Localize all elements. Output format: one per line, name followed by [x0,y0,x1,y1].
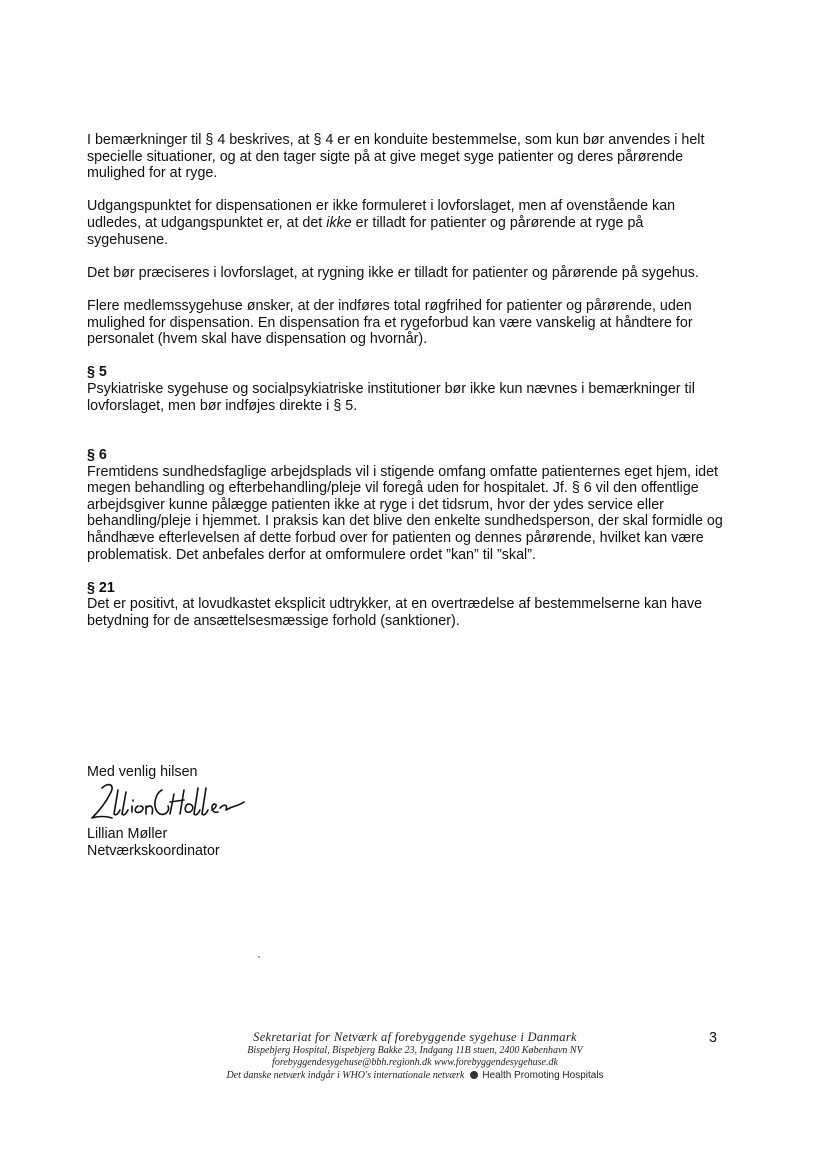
signer-block [87,826,220,859]
page-number: 3 [709,1030,717,1046]
footer-secretariat: Sekretariat for Netværk af forebyggende sygehuse i Danmark [253,1030,577,1044]
signer-title: Netværkskoordinator [87,842,220,859]
section-21-heading: § 21 [87,579,115,596]
footer-contact: forebyggendesygehuse@bbh.regionh.dk www.forebyggendesygehuse.dk [272,1057,558,1068]
section-21 [87,580,727,630]
section-5-text: Psykiatriske sygehuse og socialpsykiatriske institutioner bør ikke kun nævnes i bemærkninger til lovforslaget, men bør indføjes direkte i § 5. [87,380,695,414]
section-6 [87,447,727,563]
section-6-heading: § 6 [87,447,107,464]
paragraph-section4-remarks: I bemærkninger til § 4 beskrives, at § 4 er en konduite bestemmelse, som kun bør anvendes i helt specielle situationer, og at den tager sigte på at give meget syge patienter og deres pårørende mulighed for at ryge. [87,132,705,182]
paragraph-clarify: Det bør præciseres i lovforslaget, at rygning ikke er tilladt for patienter og pårørende på sygehus. [87,264,699,281]
footer-address: Bispebjerg Hospital, Bispebjerg Bakke 23, Indgang 11B stuen, 2400 København NV [247,1045,583,1056]
letterhead-footer [190,1030,640,1082]
handwritten-signature [88,780,248,826]
section-6-text: Fremtidens sundhedsfaglige arbejdsplads vil i stigende omfang omfatte patienternes eget hjem, idet megen behandling og efterbehandling/pleje vil foregå uden for hospitalet. Jf. § 6 vil den offentlige arbejdsgiver kunne pålægge patienten ikke at ryge i det tidsrum, hvor der ydes service eller behandling/pleje i hjemmet. I praksis kan det blive den enkelte sundhedsperson, der skal formidle og håndhæve efterlevelsen af dette forbud over for patienten og dennes pårørende, hvilket kan være problematisk. Det anbefales derfor at omformulere ordet ”kan” til ”skal”. [87,463,723,563]
section-21-text: Det er positivt, at lovudkastet eksplicit udtrykker, at en overtrædelse af bestemmelserne kan have betydning for de ansættelsesmæssige forhold (sanktioner). [87,596,703,630]
paragraph-dispensation-text-b: er tilladt for patienter og pårørende at ryge på sygehusene. [87,214,644,248]
signer-name: Lillian Møller [87,826,168,842]
footer-hph: Health Promoting Hospitals [482,1070,604,1081]
closing-greeting: Med venlig hilsen [87,764,198,780]
paragraph-member-hospitals: Flere medlemssygehuse ønsker, at der indføres total røgfrihed for patienter og pårørende, uden mulighed for dispensation. En dispensation fra et rygeforbud kan være vanskelig at håndtere for personalet (hvem skal have dispensation og hvornår). [87,297,693,348]
paragraph-dispensation-text-a: Udgangspunktet for dispensationen er ikke formuleret i lovforslaget, men af ovenstående kan udledes, at udgangspunktet er, at det [87,198,676,231]
speck [258,956,260,958]
section-5-heading: § 5 [87,364,107,381]
letter-body [87,132,727,646]
footer-network [190,1069,640,1082]
hph-logo-icon [470,1071,478,1079]
paragraph-dispensation [87,198,727,248]
section-5 [87,364,727,414]
footer-network-text: Det danske netværk indgår i WHO's internationale netværk [226,1070,465,1081]
emphasis-ikke: ikke [326,214,352,231]
